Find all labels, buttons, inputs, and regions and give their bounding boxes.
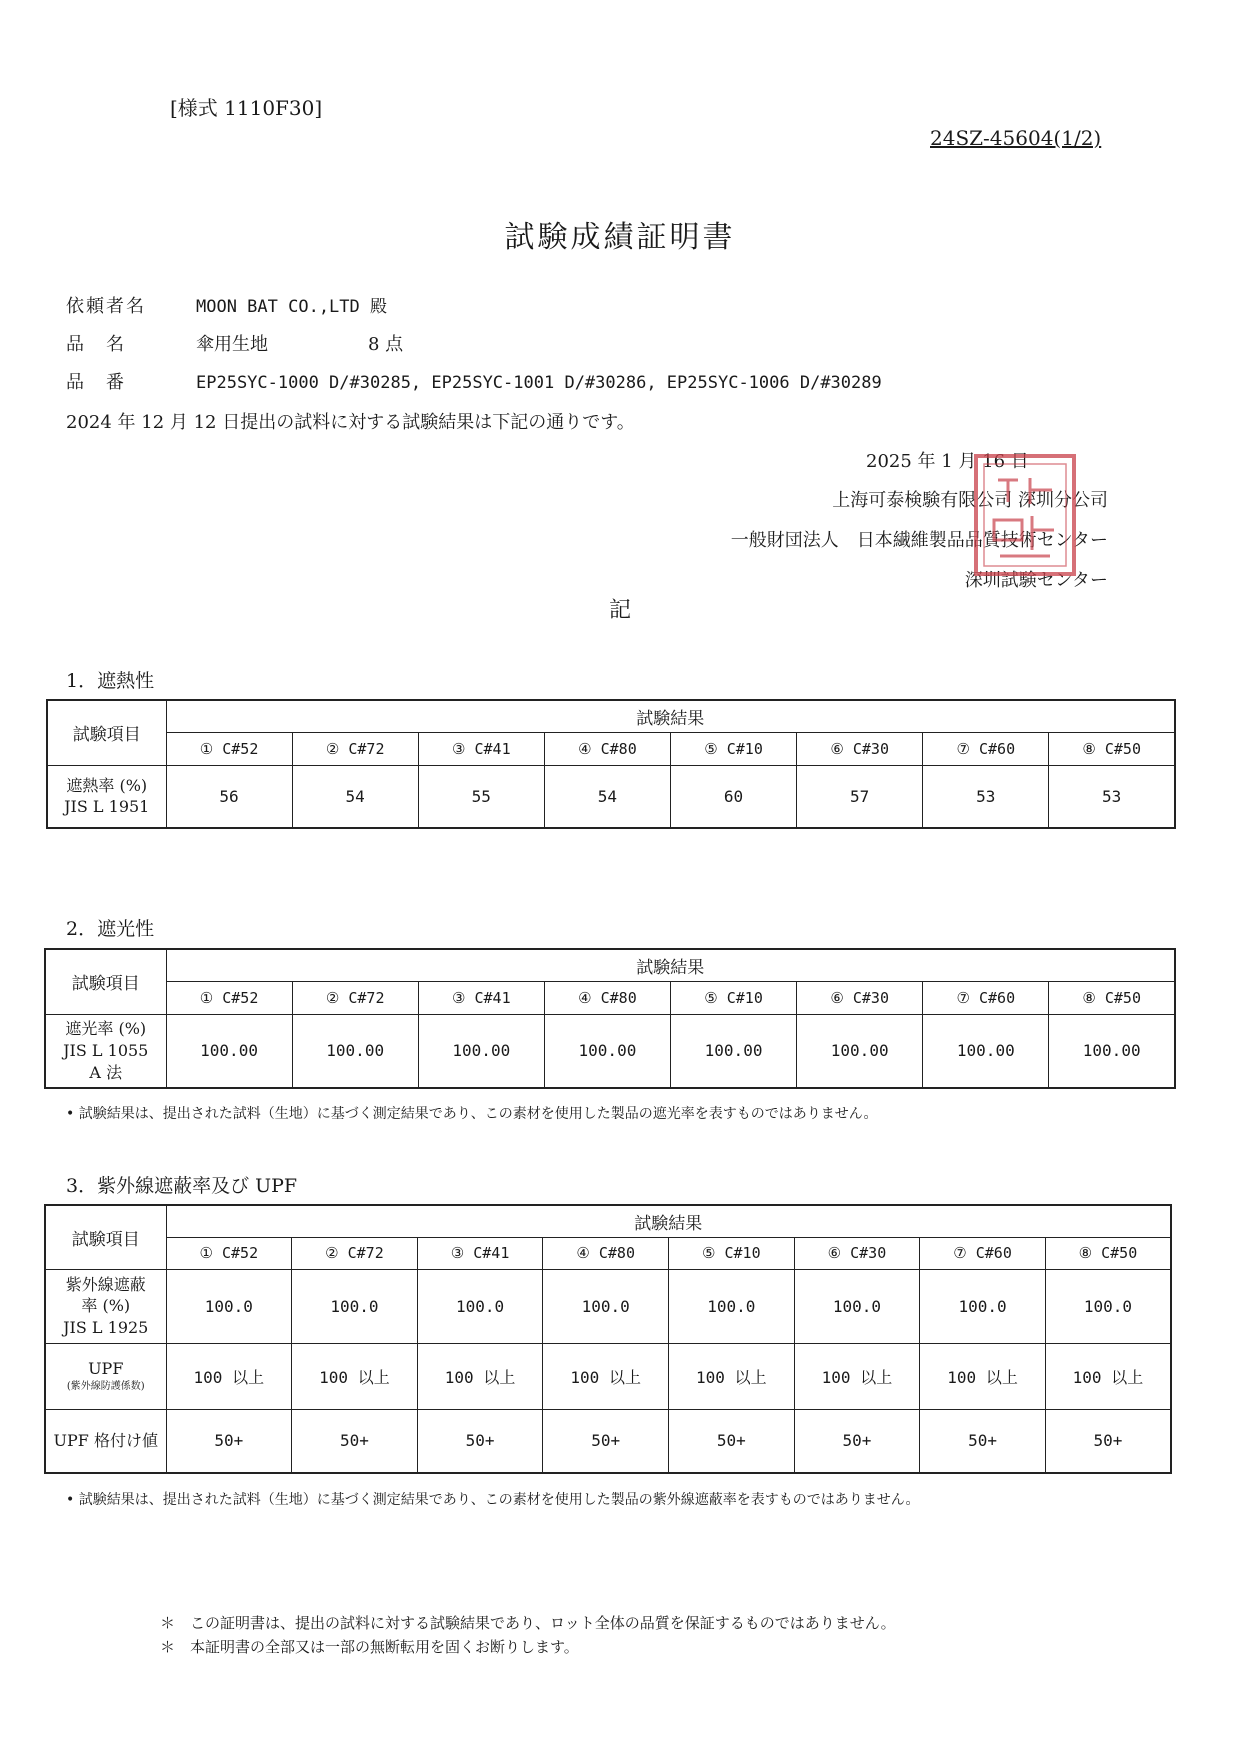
row-label: UPF 格付け値 <box>45 1409 166 1473</box>
result-cell: 100 以上 <box>166 1343 292 1409</box>
sample-header: ⑦ C#60 <box>923 732 1049 765</box>
result-cell: 100.0 <box>1045 1269 1171 1343</box>
sample-header: ① C#52 <box>166 732 292 765</box>
document-number: 24SZ-45604(1/2) <box>930 126 1102 150</box>
result-cell: 100.0 <box>166 1269 292 1343</box>
sample-header: ⑥ C#30 <box>797 981 923 1014</box>
result-cell: 50+ <box>920 1409 1046 1473</box>
partno-row <box>66 368 882 394</box>
result-cell: 100.00 <box>797 1014 923 1088</box>
sample-header: ③ C#41 <box>417 1237 543 1269</box>
result-cell: 100.0 <box>669 1269 795 1343</box>
client-row <box>66 292 387 318</box>
results-header: 試験結果 <box>166 700 1175 732</box>
result-cell: 50+ <box>794 1409 920 1473</box>
result-cell: 100 以上 <box>417 1343 543 1409</box>
sample-header: ⑥ C#30 <box>794 1237 920 1269</box>
partno-label: 品 番 <box>66 372 126 393</box>
light-shield-table <box>44 948 1176 1089</box>
sample-header: ⑤ C#10 <box>669 1237 795 1269</box>
sample-header: ⑦ C#60 <box>920 1237 1046 1269</box>
sample-header: ① C#52 <box>166 1237 292 1269</box>
result-cell: 54 <box>292 765 418 828</box>
result-cell: 100.0 <box>417 1269 543 1343</box>
result-cell: 56 <box>166 765 292 828</box>
result-cell: 100.00 <box>1049 1014 1175 1088</box>
sample-header: ⑧ C#50 <box>1049 732 1175 765</box>
result-cell: 50+ <box>292 1409 418 1473</box>
sample-header: ④ C#80 <box>544 981 670 1014</box>
results-header: 試験結果 <box>166 949 1175 981</box>
statement: 2024 年 12 月 12 日提出の試料に対する試験結果は下記の通りです。 <box>66 412 635 433</box>
section1-title: 1．遮熱性 <box>66 670 155 692</box>
product-count: 8 点 <box>368 334 404 355</box>
result-cell: 100 以上 <box>543 1343 669 1409</box>
company-seal <box>970 450 1080 580</box>
row-label: UPF (紫外線防護係数) <box>45 1343 166 1409</box>
section2-title: 2．遮光性 <box>66 918 155 940</box>
sample-header: ① C#52 <box>166 981 292 1014</box>
sample-header: ④ C#80 <box>544 732 670 765</box>
item-header: 試験項目 <box>47 700 166 765</box>
sample-header: ③ C#41 <box>418 732 544 765</box>
result-cell: 50+ <box>543 1409 669 1473</box>
issuer-line-2: 一般財団法人 日本繊維製品品質技術センター <box>730 530 1108 551</box>
page-title: 試験成績証明書 <box>504 220 736 255</box>
sample-header: ⑧ C#50 <box>1045 1237 1171 1269</box>
result-cell: 100.00 <box>671 1014 797 1088</box>
client-value: MOON BAT CO.,LTD 殿 <box>196 297 387 317</box>
sample-header: ② C#72 <box>292 981 418 1014</box>
sample-header: ⑤ C#10 <box>671 981 797 1014</box>
uv-shield-table <box>44 1204 1172 1474</box>
row-label: 紫外線遮蔽 率 (%) JIS L 1925 <box>45 1269 166 1343</box>
result-cell: 100.0 <box>920 1269 1046 1343</box>
result-cell: 100.00 <box>418 1014 544 1088</box>
result-cell: 100 以上 <box>794 1343 920 1409</box>
sample-header: ⑦ C#60 <box>923 981 1049 1014</box>
item-header: 試験項目 <box>45 949 166 1014</box>
result-cell: 50+ <box>669 1409 795 1473</box>
form-number: [様式 1110F30] <box>170 96 323 120</box>
result-cell: 50+ <box>417 1409 543 1473</box>
sample-header: ⑤ C#10 <box>671 732 797 765</box>
row-label: 遮光率 (%) JIS L 1055 A 法 <box>45 1014 166 1088</box>
result-cell: 100.00 <box>166 1014 292 1088</box>
product-row <box>66 330 403 356</box>
footer-note-1: ＊ この証明書は、提出の試料に対する試験結果であり、ロット全体の品質を保証するものではありません。 <box>160 1614 896 1632</box>
row-label: 遮熱率 (%) JIS L 1951 <box>47 765 166 828</box>
result-cell: 100.00 <box>923 1014 1049 1088</box>
result-cell: 53 <box>923 765 1049 828</box>
sample-header: ② C#72 <box>292 1237 418 1269</box>
sample-header: ④ C#80 <box>543 1237 669 1269</box>
client-label: 依頼者名 <box>66 296 146 317</box>
result-cell: 54 <box>544 765 670 828</box>
result-cell: 53 <box>1049 765 1175 828</box>
sample-header: ⑥ C#30 <box>797 732 923 765</box>
sample-header: ② C#72 <box>292 732 418 765</box>
issue-date: 2025 年 1 月 16 日 <box>866 451 1029 472</box>
result-cell: 100 以上 <box>292 1343 418 1409</box>
partno-value: EP25SYC-1000 D/#30285, EP25SYC-1001 D/#30286, EP25SYC-1006 D/#30289 <box>196 373 882 393</box>
issuer-line-1: 上海可泰検験有限公司 深圳分公司 <box>832 490 1108 511</box>
result-cell: 100.0 <box>292 1269 418 1343</box>
section2-note: • 試験結果は、提出された試料（生地）に基づく測定結果であり、この素材を使用した製品の遮光率を表すものではありません。 <box>66 1106 878 1122</box>
product-value: 傘用生地 <box>196 334 268 355</box>
result-cell: 100.0 <box>543 1269 669 1343</box>
section3-note: • 試験結果は、提出された試料（生地）に基づく測定結果であり、この素材を使用した製品の紫外線遮蔽率を表すものではありません。 <box>66 1492 920 1508</box>
result-cell: 100.00 <box>544 1014 670 1088</box>
product-label: 品 名 <box>66 334 126 355</box>
result-cell: 50+ <box>166 1409 292 1473</box>
result-cell: 100 以上 <box>920 1343 1046 1409</box>
results-header: 試験結果 <box>166 1205 1171 1237</box>
section3-title: 3．紫外線遮蔽率及び UPF <box>66 1175 298 1197</box>
result-cell: 100.00 <box>292 1014 418 1088</box>
result-cell: 100.0 <box>794 1269 920 1343</box>
result-cell: 50+ <box>1045 1409 1171 1473</box>
result-cell: 100 以上 <box>669 1343 795 1409</box>
footer-note-2: ＊ 本証明書の全部又は一部の無断転用を固くお断りします。 <box>160 1638 579 1656</box>
result-cell: 100 以上 <box>1045 1343 1171 1409</box>
result-cell: 57 <box>797 765 923 828</box>
heat-shield-table <box>46 699 1176 829</box>
ki-heading: 記 <box>608 598 631 623</box>
result-cell: 55 <box>418 765 544 828</box>
result-cell: 60 <box>671 765 797 828</box>
item-header: 試験項目 <box>45 1205 166 1269</box>
sample-header: ⑧ C#50 <box>1049 981 1175 1014</box>
issuer-line-3: 深圳試験センター <box>964 570 1108 591</box>
sample-header: ③ C#41 <box>418 981 544 1014</box>
